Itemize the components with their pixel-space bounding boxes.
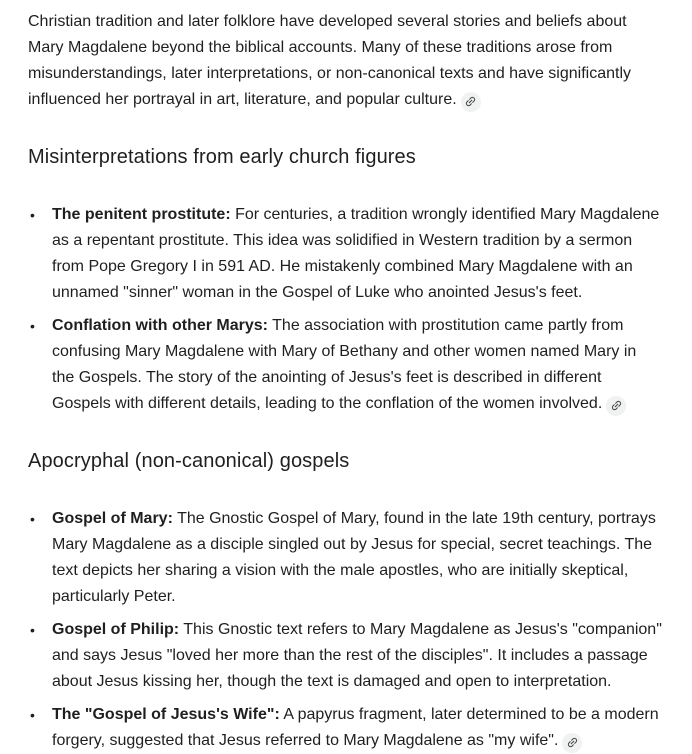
list-item-lead: The "Gospel of Jesus's Wife": [52, 706, 280, 723]
bullet-icon: • [30, 622, 35, 638]
citation-link-button[interactable] [606, 396, 626, 416]
link-icon [563, 733, 581, 751]
list-item-lead: Conflation with other Marys: [52, 317, 268, 334]
section-apocryphal-gospels [28, 447, 662, 754]
list-item-text: The association with prostitution came partly from confusing Mary Magdalene with Mary of Bethany and other women named Mary in the Gospels. The story of the anointing of Jesus's feet is described in different Gospels with different details, leading to the conflation of the women involved. [52, 317, 637, 412]
link-icon [461, 92, 479, 110]
list-item [28, 617, 662, 695]
section-heading: Apocryphal (non-canonical) gospels [28, 450, 350, 472]
intro-text: Christian tradition and later folklore have developed several stories and beliefs about Mary Magdalene beyond the biblical accounts. Many of these traditions arose from misunderstandings, later interpretations, or non-canonical texts and have significantly influenced her portrayal in art, literature, and popular culture. [28, 13, 631, 108]
bullet-icon: • [30, 318, 35, 334]
list-item [28, 202, 662, 306]
list-item-text: A papyrus fragment, later determined to be a modern forgery, suggested that Jesus referred to Mary Magdalene as "my wife". [52, 706, 659, 749]
list-item [28, 313, 662, 417]
citation-link-button[interactable] [461, 92, 481, 112]
bullet-icon: • [30, 511, 35, 527]
list-item [28, 702, 662, 754]
bullet-list [28, 506, 662, 754]
list-item-text: This Gnostic text refers to Mary Magdalene as Jesus's "companion" and says Jesus "loved her more than the rest of the disciples". It includes a passage about Jesus kissing her, though the text is damaged and open to interpretation. [52, 621, 662, 690]
citation-link-button[interactable] [562, 733, 582, 753]
list-item-lead: Gospel of Mary: [52, 510, 173, 527]
bullet-list [28, 202, 662, 417]
list-item-text: The Gnostic Gospel of Mary, found in the late 19th century, portrays Mary Magdalene as a disciple singled out by Jesus for special, secret teachings. The text depicts her sharing a vision with the male apostles, who are initially skeptical, particularly Peter. [52, 510, 656, 605]
answer-body [28, 9, 662, 754]
list-item-lead: Gospel of Philip: [52, 621, 180, 638]
list-item-text: For centuries, a tradition wrongly identified Mary Magdalene as a repentant prostitute. This idea was solidified in Western tradition by a sermon from Pope Gregory I in 591 AD. He mistakenly combined Mary Magdalene with an unnamed "sinner" woman in the Gospel of Luke who anointed Jesus's feet. [52, 206, 660, 301]
bullet-icon: • [30, 707, 35, 723]
link-icon [607, 396, 625, 414]
list-item-lead: The penitent prostitute: [52, 206, 231, 223]
list-item [28, 506, 662, 610]
section-misinterpretations [28, 143, 662, 417]
intro-paragraph [28, 9, 662, 113]
bullet-icon: • [30, 207, 35, 223]
section-heading: Misinterpretations from early church figures [28, 146, 416, 168]
